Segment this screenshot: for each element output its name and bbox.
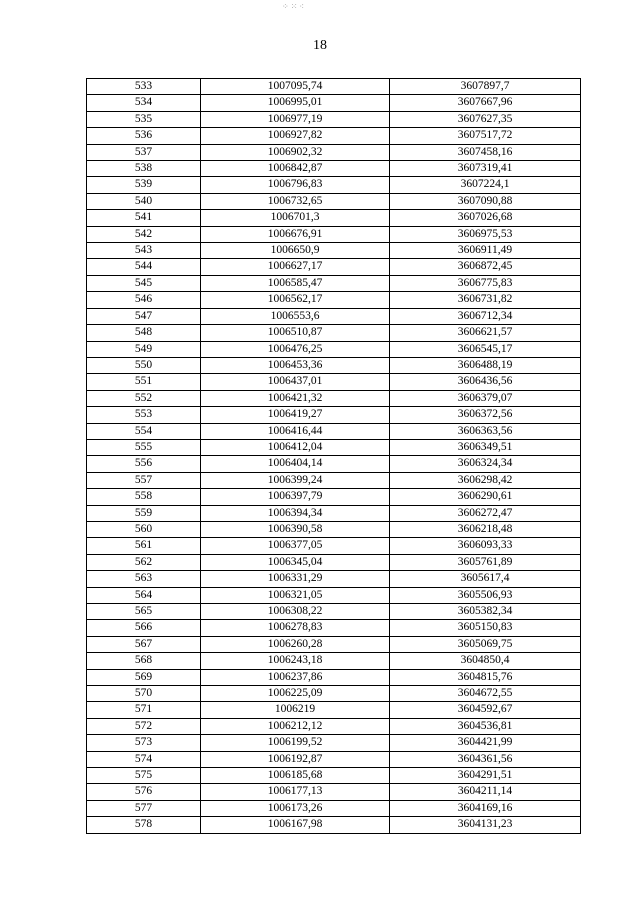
y-coordinate-cell: 3604815,76 bbox=[390, 669, 581, 685]
point-number-cell: 568 bbox=[87, 653, 201, 669]
x-coordinate-cell: 1006399,24 bbox=[201, 472, 390, 488]
y-coordinate-cell: 3606372,56 bbox=[390, 407, 581, 423]
x-coordinate-cell: 1006437,01 bbox=[201, 374, 390, 390]
y-coordinate-cell: 3606349,51 bbox=[390, 439, 581, 455]
table-row bbox=[87, 702, 581, 718]
point-number-cell: 537 bbox=[87, 144, 201, 160]
y-coordinate-cell: 3606324,34 bbox=[390, 456, 581, 472]
table-row bbox=[87, 571, 581, 587]
point-number-cell: 560 bbox=[87, 521, 201, 537]
point-number-cell: 543 bbox=[87, 243, 201, 259]
y-coordinate-cell: 3606298,42 bbox=[390, 472, 581, 488]
y-coordinate-cell: 3606218,48 bbox=[390, 521, 581, 537]
point-number-cell: 562 bbox=[87, 554, 201, 570]
table-row bbox=[87, 751, 581, 767]
x-coordinate-cell: 1006732,65 bbox=[201, 193, 390, 209]
coordinates-table-body bbox=[87, 79, 581, 834]
point-number-cell: 578 bbox=[87, 817, 201, 833]
point-number-cell: 576 bbox=[87, 784, 201, 800]
point-number-cell: 574 bbox=[87, 751, 201, 767]
x-coordinate-cell: 1006260,28 bbox=[201, 636, 390, 652]
x-coordinate-cell: 1006902,32 bbox=[201, 144, 390, 160]
y-coordinate-cell: 3607627,35 bbox=[390, 111, 581, 127]
y-coordinate-cell: 3606911,49 bbox=[390, 243, 581, 259]
coordinates-table-container bbox=[86, 78, 580, 834]
point-number-cell: 538 bbox=[87, 161, 201, 177]
y-coordinate-cell: 3607319,41 bbox=[390, 161, 581, 177]
table-row bbox=[87, 653, 581, 669]
point-number-cell: 553 bbox=[87, 407, 201, 423]
y-coordinate-cell: 3604169,16 bbox=[390, 800, 581, 816]
point-number-cell: 572 bbox=[87, 718, 201, 734]
x-coordinate-cell: 1006394,34 bbox=[201, 505, 390, 521]
point-number-cell: 569 bbox=[87, 669, 201, 685]
x-coordinate-cell: 1006345,04 bbox=[201, 554, 390, 570]
y-coordinate-cell: 3604536,81 bbox=[390, 718, 581, 734]
x-coordinate-cell: 1006237,86 bbox=[201, 669, 390, 685]
table-row bbox=[87, 275, 581, 291]
table-row bbox=[87, 768, 581, 784]
y-coordinate-cell: 3607026,68 bbox=[390, 210, 581, 226]
table-row bbox=[87, 407, 581, 423]
y-coordinate-cell: 3606379,07 bbox=[390, 390, 581, 406]
y-coordinate-cell: 3605382,34 bbox=[390, 604, 581, 620]
x-coordinate-cell: 1006397,79 bbox=[201, 489, 390, 505]
y-coordinate-cell: 3604850,4 bbox=[390, 653, 581, 669]
table-row bbox=[87, 636, 581, 652]
y-coordinate-cell: 3606975,53 bbox=[390, 226, 581, 242]
point-number-cell: 534 bbox=[87, 95, 201, 111]
table-row bbox=[87, 554, 581, 570]
table-row bbox=[87, 538, 581, 554]
x-coordinate-cell: 1006199,52 bbox=[201, 735, 390, 751]
point-number-cell: 536 bbox=[87, 128, 201, 144]
point-number-cell: 570 bbox=[87, 686, 201, 702]
y-coordinate-cell: 3607667,96 bbox=[390, 95, 581, 111]
y-coordinate-cell: 3606712,34 bbox=[390, 308, 581, 324]
table-row bbox=[87, 620, 581, 636]
table-row bbox=[87, 505, 581, 521]
point-number-cell: 555 bbox=[87, 439, 201, 455]
x-coordinate-cell: 1006321,05 bbox=[201, 587, 390, 603]
y-coordinate-cell: 3605150,83 bbox=[390, 620, 581, 636]
x-coordinate-cell: 1006331,29 bbox=[201, 571, 390, 587]
y-coordinate-cell: 3605761,89 bbox=[390, 554, 581, 570]
table-row bbox=[87, 423, 581, 439]
x-coordinate-cell: 1006167,98 bbox=[201, 817, 390, 833]
point-number-cell: 554 bbox=[87, 423, 201, 439]
x-coordinate-cell: 1006476,25 bbox=[201, 341, 390, 357]
point-number-cell: 567 bbox=[87, 636, 201, 652]
point-number-cell: 548 bbox=[87, 325, 201, 341]
y-coordinate-cell: 3604421,99 bbox=[390, 735, 581, 751]
y-coordinate-cell: 3605069,75 bbox=[390, 636, 581, 652]
point-number-cell: 573 bbox=[87, 735, 201, 751]
x-coordinate-cell: 1006995,01 bbox=[201, 95, 390, 111]
y-coordinate-cell: 3604131,23 bbox=[390, 817, 581, 833]
y-coordinate-cell: 3606621,57 bbox=[390, 325, 581, 341]
table-row bbox=[87, 161, 581, 177]
x-coordinate-cell: 1006676,91 bbox=[201, 226, 390, 242]
x-coordinate-cell: 1006553,6 bbox=[201, 308, 390, 324]
point-number-cell: 533 bbox=[87, 79, 201, 95]
y-coordinate-cell: 3606872,45 bbox=[390, 259, 581, 275]
table-row bbox=[87, 210, 581, 226]
x-coordinate-cell: 1006453,36 bbox=[201, 357, 390, 373]
table-row bbox=[87, 374, 581, 390]
y-coordinate-cell: 3605506,93 bbox=[390, 587, 581, 603]
table-row bbox=[87, 735, 581, 751]
y-coordinate-cell: 3606093,33 bbox=[390, 538, 581, 554]
table-row bbox=[87, 325, 581, 341]
y-coordinate-cell: 3604592,67 bbox=[390, 702, 581, 718]
page-number: 18 bbox=[313, 38, 327, 53]
point-number-cell: 558 bbox=[87, 489, 201, 505]
point-number-cell: 540 bbox=[87, 193, 201, 209]
y-coordinate-cell: 3604291,51 bbox=[390, 768, 581, 784]
point-number-cell: 557 bbox=[87, 472, 201, 488]
y-coordinate-cell: 3606290,61 bbox=[390, 489, 581, 505]
y-coordinate-cell: 3607458,16 bbox=[390, 144, 581, 160]
point-number-cell: 575 bbox=[87, 768, 201, 784]
x-coordinate-cell: 1006243,18 bbox=[201, 653, 390, 669]
y-coordinate-cell: 3604672,55 bbox=[390, 686, 581, 702]
table-row bbox=[87, 243, 581, 259]
table-row bbox=[87, 95, 581, 111]
point-number-cell: 561 bbox=[87, 538, 201, 554]
point-number-cell: 566 bbox=[87, 620, 201, 636]
x-coordinate-cell: 1006421,32 bbox=[201, 390, 390, 406]
table-row bbox=[87, 144, 581, 160]
table-row bbox=[87, 669, 581, 685]
table-row bbox=[87, 817, 581, 833]
y-coordinate-cell: 3606731,82 bbox=[390, 292, 581, 308]
table-row bbox=[87, 226, 581, 242]
coordinates-table bbox=[86, 78, 581, 834]
y-coordinate-cell: 3604211,14 bbox=[390, 784, 581, 800]
point-number-cell: 547 bbox=[87, 308, 201, 324]
y-coordinate-cell: 3607090,88 bbox=[390, 193, 581, 209]
x-coordinate-cell: 1006308,22 bbox=[201, 604, 390, 620]
table-row bbox=[87, 718, 581, 734]
x-coordinate-cell: 1006842,87 bbox=[201, 161, 390, 177]
point-number-cell: 556 bbox=[87, 456, 201, 472]
x-coordinate-cell: 1006390,58 bbox=[201, 521, 390, 537]
table-row bbox=[87, 390, 581, 406]
point-number-cell: 563 bbox=[87, 571, 201, 587]
x-coordinate-cell: 1006377,05 bbox=[201, 538, 390, 554]
table-row bbox=[87, 357, 581, 373]
x-coordinate-cell: 1006562,17 bbox=[201, 292, 390, 308]
x-coordinate-cell: 1006185,68 bbox=[201, 768, 390, 784]
y-coordinate-cell: 3606545,17 bbox=[390, 341, 581, 357]
table-row bbox=[87, 111, 581, 127]
table-row bbox=[87, 259, 581, 275]
x-coordinate-cell: 1006173,26 bbox=[201, 800, 390, 816]
point-number-cell: 577 bbox=[87, 800, 201, 816]
y-coordinate-cell: 3606363,56 bbox=[390, 423, 581, 439]
point-number-cell: 559 bbox=[87, 505, 201, 521]
table-row bbox=[87, 439, 581, 455]
table-row bbox=[87, 587, 581, 603]
point-number-cell: 565 bbox=[87, 604, 201, 620]
table-row bbox=[87, 686, 581, 702]
y-coordinate-cell: 3606775,83 bbox=[390, 275, 581, 291]
x-coordinate-cell: 1006927,82 bbox=[201, 128, 390, 144]
x-coordinate-cell: 1006404,14 bbox=[201, 456, 390, 472]
table-row bbox=[87, 784, 581, 800]
x-coordinate-cell: 1006412,04 bbox=[201, 439, 390, 455]
y-coordinate-cell: 3605617,4 bbox=[390, 571, 581, 587]
table-row bbox=[87, 128, 581, 144]
x-coordinate-cell: 1006977,19 bbox=[201, 111, 390, 127]
y-coordinate-cell: 3606272,47 bbox=[390, 505, 581, 521]
table-row bbox=[87, 800, 581, 816]
x-coordinate-cell: 1006796,83 bbox=[201, 177, 390, 193]
point-number-cell: 535 bbox=[87, 111, 201, 127]
table-row bbox=[87, 193, 581, 209]
x-coordinate-cell: 1006212,12 bbox=[201, 718, 390, 734]
x-coordinate-cell: 1006192,87 bbox=[201, 751, 390, 767]
x-coordinate-cell: 1006219 bbox=[201, 702, 390, 718]
table-row bbox=[87, 604, 581, 620]
table-row bbox=[87, 177, 581, 193]
point-number-cell: 539 bbox=[87, 177, 201, 193]
x-coordinate-cell: 1007095,74 bbox=[201, 79, 390, 95]
table-row bbox=[87, 521, 581, 537]
y-coordinate-cell: 3607224,1 bbox=[390, 177, 581, 193]
x-coordinate-cell: 1006627,17 bbox=[201, 259, 390, 275]
point-number-cell: 551 bbox=[87, 374, 201, 390]
table-row bbox=[87, 489, 581, 505]
scan-speckle: ⁘ ⁙ ⁖ bbox=[282, 2, 305, 11]
table-row bbox=[87, 308, 581, 324]
table-row bbox=[87, 292, 581, 308]
point-number-cell: 564 bbox=[87, 587, 201, 603]
point-number-cell: 550 bbox=[87, 357, 201, 373]
x-coordinate-cell: 1006585,47 bbox=[201, 275, 390, 291]
y-coordinate-cell: 3606488,19 bbox=[390, 357, 581, 373]
point-number-cell: 546 bbox=[87, 292, 201, 308]
table-row bbox=[87, 341, 581, 357]
x-coordinate-cell: 1006510,87 bbox=[201, 325, 390, 341]
table-row bbox=[87, 456, 581, 472]
x-coordinate-cell: 1006225,09 bbox=[201, 686, 390, 702]
point-number-cell: 552 bbox=[87, 390, 201, 406]
x-coordinate-cell: 1006419,27 bbox=[201, 407, 390, 423]
point-number-cell: 544 bbox=[87, 259, 201, 275]
y-coordinate-cell: 3607517,72 bbox=[390, 128, 581, 144]
point-number-cell: 571 bbox=[87, 702, 201, 718]
point-number-cell: 549 bbox=[87, 341, 201, 357]
x-coordinate-cell: 1006278,83 bbox=[201, 620, 390, 636]
table-row bbox=[87, 79, 581, 95]
x-coordinate-cell: 1006650,9 bbox=[201, 243, 390, 259]
table-row bbox=[87, 472, 581, 488]
x-coordinate-cell: 1006416,44 bbox=[201, 423, 390, 439]
x-coordinate-cell: 1006701,3 bbox=[201, 210, 390, 226]
point-number-cell: 545 bbox=[87, 275, 201, 291]
y-coordinate-cell: 3604361,56 bbox=[390, 751, 581, 767]
point-number-cell: 541 bbox=[87, 210, 201, 226]
y-coordinate-cell: 3606436,56 bbox=[390, 374, 581, 390]
point-number-cell: 542 bbox=[87, 226, 201, 242]
y-coordinate-cell: 3607897,7 bbox=[390, 79, 581, 95]
x-coordinate-cell: 1006177,13 bbox=[201, 784, 390, 800]
